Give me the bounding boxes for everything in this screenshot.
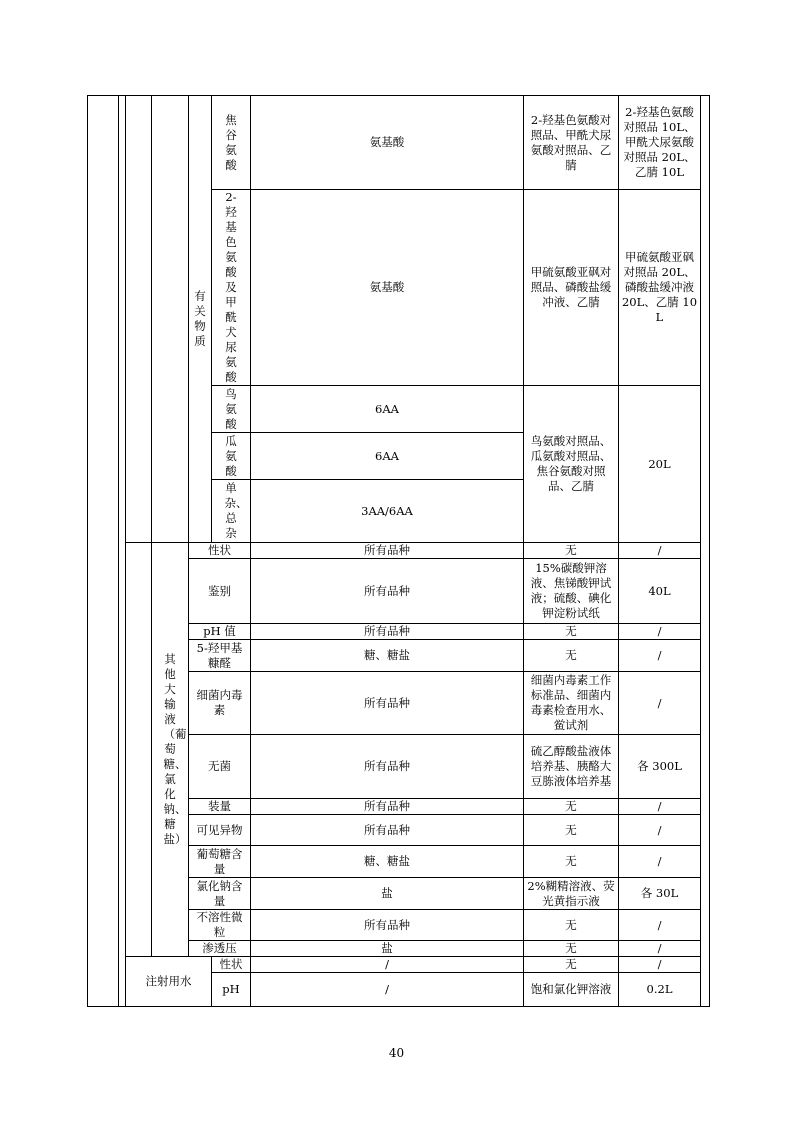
scope-cell: 所有品种 bbox=[251, 799, 524, 815]
quantity-cell: / bbox=[619, 672, 701, 735]
quantity-cell: / bbox=[619, 640, 701, 672]
scope-cell: 氨基酸 bbox=[251, 96, 524, 190]
scope-cell: 所有品种 bbox=[251, 543, 524, 559]
quantity-cell: 各 30L bbox=[619, 878, 701, 910]
scope-cell: / bbox=[251, 973, 524, 1007]
table-row bbox=[88, 957, 710, 973]
group-label-water-for-injection: 注射用水 bbox=[126, 957, 212, 1007]
reagent-cell: 饱和氯化钾溶液 bbox=[524, 973, 619, 1007]
scope-cell: 氨基酸 bbox=[251, 190, 524, 386]
quantity-cell: 各 300L bbox=[619, 735, 701, 799]
scope-cell: / bbox=[251, 957, 524, 973]
category-cell bbox=[126, 96, 152, 543]
reagent-cell: 无 bbox=[524, 910, 619, 941]
reagent-table bbox=[87, 95, 710, 1007]
item-cell: pH 值 bbox=[189, 624, 251, 640]
item-cell: 性状 bbox=[212, 957, 251, 973]
reagent-cell: 15%碳酸钾溶液、焦锑酸钾试液；硫酸、碘化钾淀粉试纸 bbox=[524, 559, 619, 624]
reagent-cell: 细菌内毒素工作标准品、细菌内毒素检查用水、鲎试剂 bbox=[524, 672, 619, 735]
quantity-cell: / bbox=[619, 941, 701, 957]
subcategory-cell bbox=[152, 96, 189, 543]
table-row bbox=[88, 96, 710, 190]
scope-cell: 糖、糖盐 bbox=[251, 846, 524, 878]
outer-margin-cell bbox=[88, 96, 119, 1007]
scope-cell: 所有品种 bbox=[251, 735, 524, 799]
reagent-cell: 无 bbox=[524, 815, 619, 846]
item-cell: 焦谷氨酸 bbox=[212, 96, 251, 190]
item-cell: 不溶性微粒 bbox=[189, 910, 251, 941]
item-cell: 氯化钠含量 bbox=[189, 878, 251, 910]
item-cell: 2-羟基色氨酸及甲酰犬尿氨酸 bbox=[212, 190, 251, 386]
scope-cell: 所有品种 bbox=[251, 910, 524, 941]
quantity-cell: 20L bbox=[619, 386, 701, 543]
quantity-cell: / bbox=[619, 910, 701, 941]
quantity-cell: 40L bbox=[619, 559, 701, 624]
item-cell: 鸟氨酸 bbox=[212, 386, 251, 433]
item-cell: 可见异物 bbox=[189, 815, 251, 846]
scope-cell: 所有品种 bbox=[251, 559, 524, 624]
item-cell: pH bbox=[212, 973, 251, 1007]
item-cell: 5-羟甲基糠醛 bbox=[189, 640, 251, 672]
scope-cell: 盐 bbox=[251, 878, 524, 910]
scope-cell: 糖、糖盐 bbox=[251, 640, 524, 672]
quantity-cell: / bbox=[619, 543, 701, 559]
item-cell: 无菌 bbox=[189, 735, 251, 799]
quantity-cell: / bbox=[619, 815, 701, 846]
scope-cell: 3AA/6AA bbox=[251, 480, 524, 543]
outer-margin-cell bbox=[119, 96, 126, 1007]
quantity-cell: 甲硫氨酸亚砜对照品 20L、磷酸盐缓冲液 20L、乙腈 10L bbox=[619, 190, 701, 386]
reagent-cell: 无 bbox=[524, 941, 619, 957]
reagent-cell: 鸟氨酸对照品、瓜氨酸对照品、焦谷氨酸对照品、乙腈 bbox=[524, 386, 619, 543]
page-number: 40 bbox=[388, 1046, 405, 1060]
group-label-other-infusions: 其他大输液（葡萄糖、氯化钠、糖盐） bbox=[152, 543, 189, 957]
table-row bbox=[88, 543, 710, 559]
reagent-cell: 无 bbox=[524, 543, 619, 559]
outer-margin-cell bbox=[701, 96, 710, 1007]
reagent-cell: 无 bbox=[524, 624, 619, 640]
group-label-related-substances: 有关物质 bbox=[189, 96, 212, 543]
item-cell: 细菌内毒素 bbox=[189, 672, 251, 735]
item-cell: 瓜氨酸 bbox=[212, 433, 251, 480]
scope-cell: 6AA bbox=[251, 386, 524, 433]
item-cell: 鉴别 bbox=[189, 559, 251, 624]
scope-cell: 6AA bbox=[251, 433, 524, 480]
quantity-cell: 0.2L bbox=[619, 973, 701, 1007]
reagent-cell: 无 bbox=[524, 799, 619, 815]
item-cell: 渗透压 bbox=[189, 941, 251, 957]
subcategory-cell bbox=[126, 543, 152, 957]
scope-cell: 所有品种 bbox=[251, 672, 524, 735]
quantity-cell: 2-羟基色氨酸对照品 10L、甲酰犬尿氨酸对照品 20L、乙腈 10L bbox=[619, 96, 701, 190]
scope-cell: 所有品种 bbox=[251, 815, 524, 846]
quantity-cell: / bbox=[619, 846, 701, 878]
reagent-cell: 无 bbox=[524, 846, 619, 878]
item-cell: 单杂、总杂 bbox=[212, 480, 251, 543]
reagent-cell: 甲硫氨酸亚砜对照品、磷酸盐缓冲液、乙腈 bbox=[524, 190, 619, 386]
scope-cell: 盐 bbox=[251, 941, 524, 957]
reagent-cell: 2%糊精溶液、荧光黄指示液 bbox=[524, 878, 619, 910]
quantity-cell: / bbox=[619, 799, 701, 815]
reagent-cell: 硫乙醇酸盐液体培养基、胰酪大豆胨液体培养基 bbox=[524, 735, 619, 799]
item-cell: 装量 bbox=[189, 799, 251, 815]
quantity-cell: / bbox=[619, 624, 701, 640]
reagent-cell: 2-羟基色氨酸对照品、甲酰犬尿氨酸对照品、乙腈 bbox=[524, 96, 619, 190]
item-cell: 性状 bbox=[189, 543, 251, 559]
quantity-cell: / bbox=[619, 957, 701, 973]
reagent-cell: 无 bbox=[524, 640, 619, 672]
item-cell: 葡萄糖含量 bbox=[189, 846, 251, 878]
scope-cell: 所有品种 bbox=[251, 624, 524, 640]
reagent-cell: 无 bbox=[524, 957, 619, 973]
